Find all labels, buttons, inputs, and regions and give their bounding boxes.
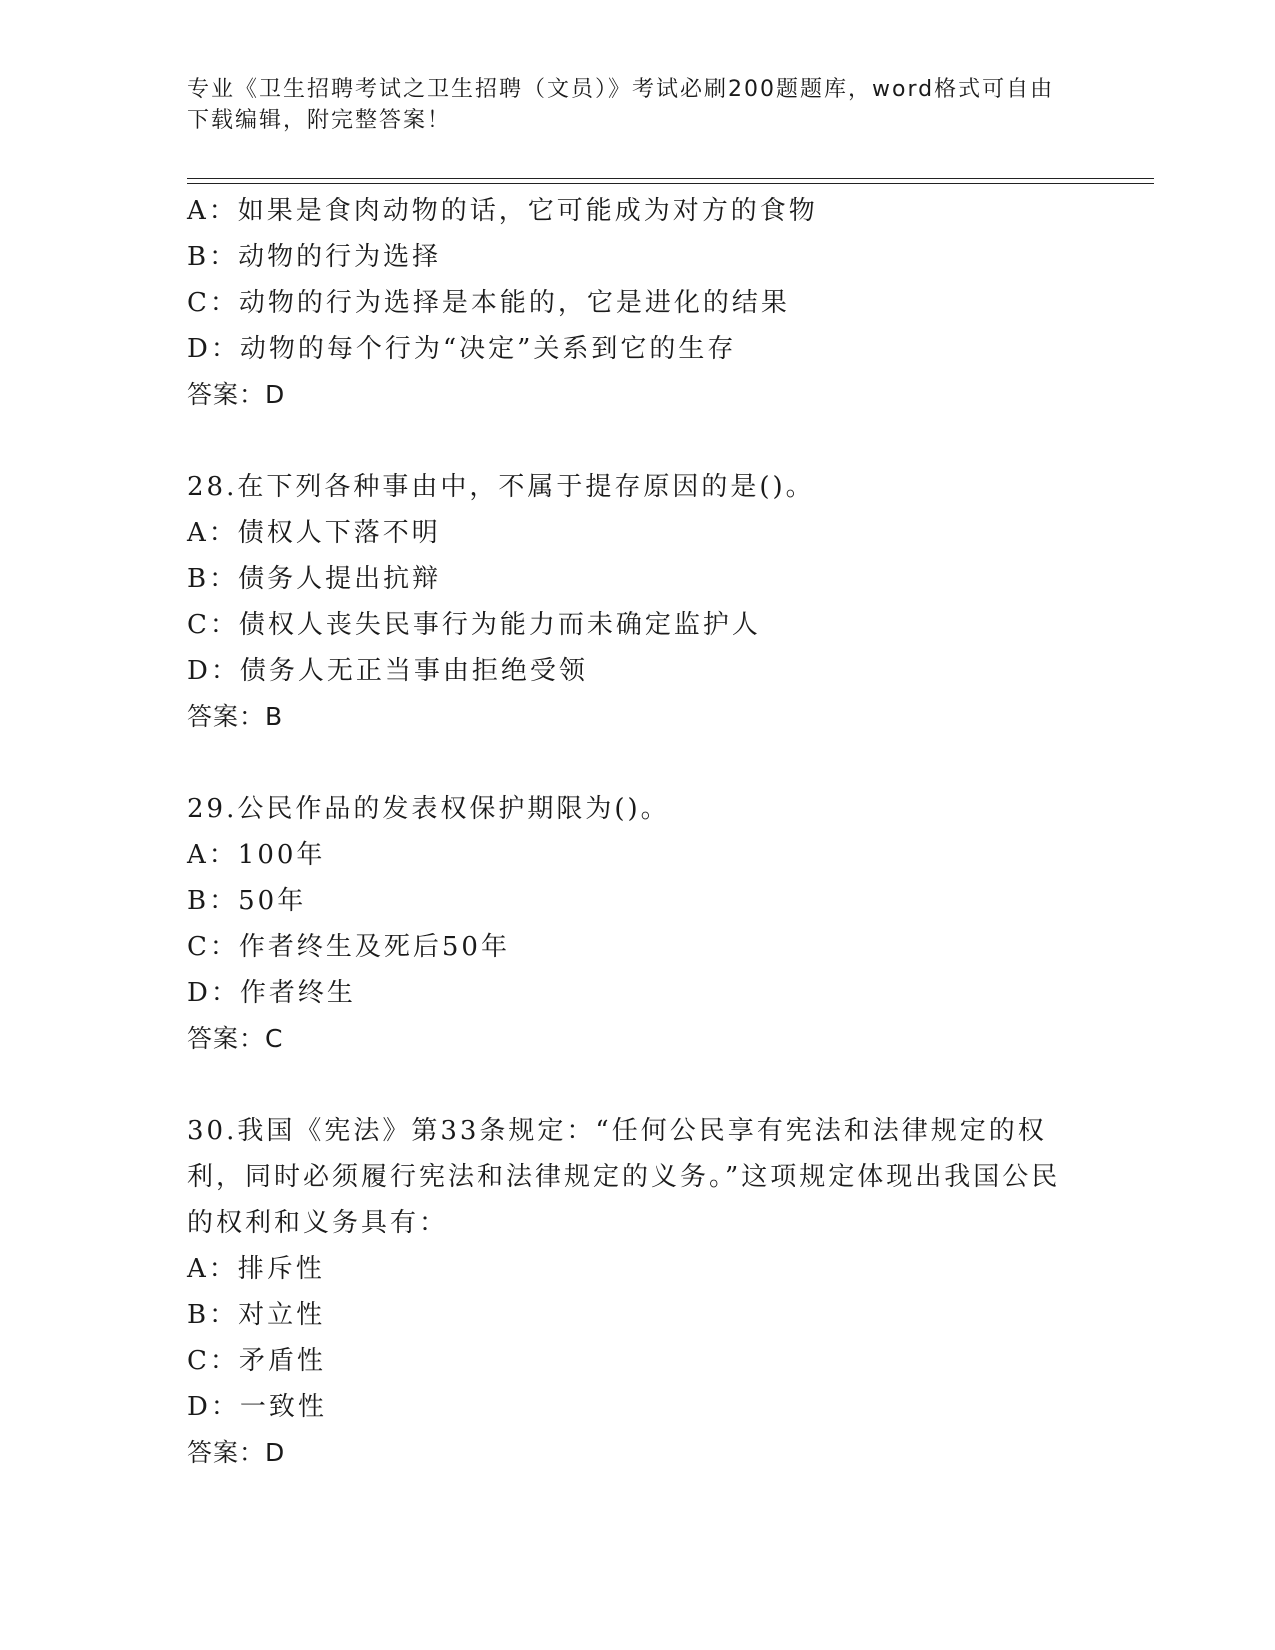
answer-line: 答案：C — [187, 1024, 284, 1053]
option-c: C：作者终生及死后50年 — [187, 932, 510, 962]
spacer — [187, 1062, 1067, 1108]
question-stem: 28.在下列各种事由中，不属于提存原因的是()。 — [187, 472, 815, 502]
option-a: A：债权人下落不明 — [187, 518, 441, 548]
question-stem: 30.我国《宪法》第33条规定：“任何公民享有宪法和法律规定的权利，同时必须履行宪法和法律规定的义务。”这项规定体现出我国公民的权利和义务具有： — [187, 1116, 1061, 1238]
question-29 — [187, 786, 1067, 1062]
question-list — [187, 188, 1067, 1476]
spacer — [187, 418, 1067, 464]
option-a: A：排斥性 — [187, 1254, 325, 1284]
option-b: B：50年 — [187, 886, 307, 916]
option-b: B：债务人提出抗辩 — [187, 564, 442, 594]
option-c: C：债权人丧失民事行为能力而未确定监护人 — [187, 610, 761, 640]
option-c: C：动物的行为选择是本能的，它是进化的结果 — [187, 288, 790, 318]
option-d: D：债务人无正当事由拒绝受领 — [187, 656, 588, 686]
question-28 — [187, 464, 1067, 740]
question-27 — [187, 188, 1067, 418]
question-30 — [187, 1108, 1067, 1476]
header-divider-bottom — [187, 183, 1154, 184]
option-b: B：动物的行为选择 — [187, 242, 442, 272]
option-d: D：作者终生 — [187, 978, 356, 1008]
answer-line: 答案：B — [187, 702, 284, 731]
option-a: A：如果是食肉动物的话，它可能成为对方的食物 — [187, 196, 818, 226]
answer-line: 答案：D — [187, 380, 286, 409]
answer-line: 答案：D — [187, 1438, 286, 1467]
option-d: D：一致性 — [187, 1392, 327, 1422]
question-stem: 29.公民作品的发表权保护期限为()。 — [187, 794, 670, 824]
option-d: D：动物的每个行为“决定”关系到它的生存 — [187, 334, 737, 364]
option-c: C：矛盾性 — [187, 1346, 326, 1376]
spacer — [187, 740, 1067, 786]
header-divider-top — [187, 178, 1154, 179]
option-b: B：对立性 — [187, 1300, 326, 1330]
document-header: 专业《卫生招聘考试之卫生招聘（文员）》考试必刷200题题库，word格式可自由下载编辑，附完整答案！ — [187, 77, 1055, 133]
option-a: A：100年 — [187, 840, 326, 870]
